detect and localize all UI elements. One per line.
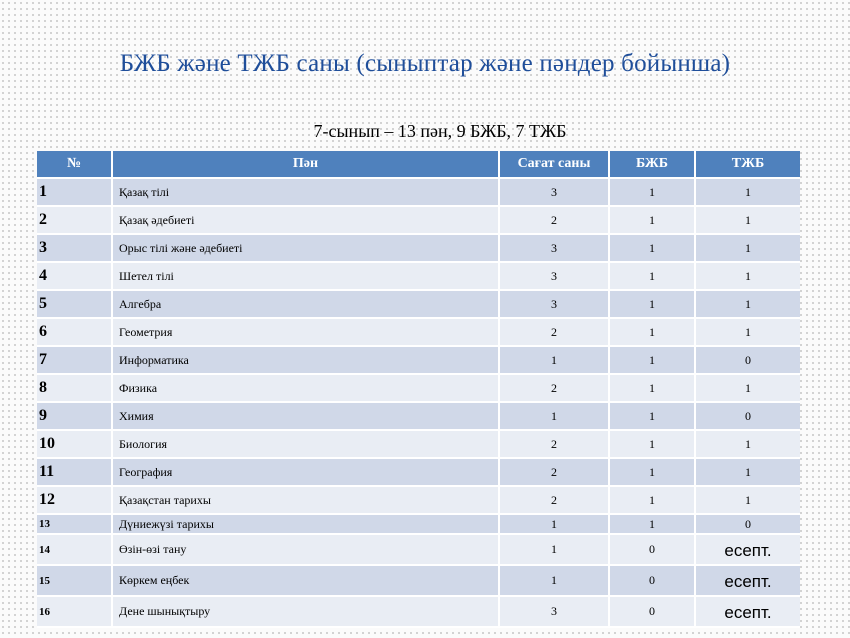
row-tjb: 0 bbox=[695, 514, 800, 534]
row-number: 15 bbox=[37, 565, 112, 596]
row-tjb: 1 bbox=[695, 430, 800, 458]
row-subject: Шетел тілі bbox=[112, 262, 499, 290]
row-number: 5 bbox=[37, 290, 112, 318]
row-bjb: 1 bbox=[609, 318, 695, 346]
row-hours: 2 bbox=[499, 486, 609, 514]
row-bjb: 1 bbox=[609, 178, 695, 206]
row-hours: 2 bbox=[499, 318, 609, 346]
table-row bbox=[37, 206, 800, 234]
row-hours: 2 bbox=[499, 206, 609, 234]
table-row bbox=[37, 374, 800, 402]
row-subject: Өзін-өзі тану bbox=[112, 534, 499, 565]
slide-title: БЖБ және ТЖБ саны (сыныптар және пәндер бойынша) bbox=[119, 50, 731, 77]
row-bjb: 0 bbox=[609, 596, 695, 627]
row-hours: 3 bbox=[499, 234, 609, 262]
row-subject: Физика bbox=[112, 374, 499, 402]
row-tjb: 1 bbox=[695, 206, 800, 234]
row-hours: 2 bbox=[499, 458, 609, 486]
row-tjb: 1 bbox=[695, 234, 800, 262]
table-row bbox=[37, 234, 800, 262]
row-hours: 3 bbox=[499, 290, 609, 318]
header-subject: Пән bbox=[112, 151, 499, 178]
row-bjb: 1 bbox=[609, 234, 695, 262]
subjects-table bbox=[37, 151, 800, 628]
table-row bbox=[37, 318, 800, 346]
row-tjb: 1 bbox=[695, 178, 800, 206]
row-number: 12 bbox=[37, 486, 112, 514]
row-number: 4 bbox=[37, 262, 112, 290]
row-number: 14 bbox=[37, 534, 112, 565]
row-tjb: 1 bbox=[695, 458, 800, 486]
row-bjb: 1 bbox=[609, 458, 695, 486]
row-bjb: 1 bbox=[609, 514, 695, 534]
row-subject: Геометрия bbox=[112, 318, 499, 346]
table-row bbox=[37, 430, 800, 458]
row-number: 6 bbox=[37, 318, 112, 346]
row-hours: 1 bbox=[499, 565, 609, 596]
row-hours: 1 bbox=[499, 534, 609, 565]
table-row bbox=[37, 402, 800, 430]
row-hours: 2 bbox=[499, 374, 609, 402]
table-row bbox=[37, 596, 800, 627]
row-subject: Биология bbox=[112, 430, 499, 458]
row-tjb: есепт. bbox=[695, 534, 800, 565]
row-bjb: 1 bbox=[609, 346, 695, 374]
row-bjb: 1 bbox=[609, 402, 695, 430]
row-hours: 2 bbox=[499, 430, 609, 458]
table-row bbox=[37, 458, 800, 486]
row-hours: 3 bbox=[499, 596, 609, 627]
row-subject: Қазақстан тарихы bbox=[112, 486, 499, 514]
table-header-row bbox=[37, 151, 800, 178]
row-number: 11 bbox=[37, 458, 112, 486]
row-number: 8 bbox=[37, 374, 112, 402]
row-number: 16 bbox=[37, 596, 112, 627]
table-row bbox=[37, 290, 800, 318]
row-bjb: 1 bbox=[609, 262, 695, 290]
table-row bbox=[37, 346, 800, 374]
row-number: 1 bbox=[37, 178, 112, 206]
row-bjb: 1 bbox=[609, 290, 695, 318]
table-row bbox=[37, 178, 800, 206]
table-row bbox=[37, 262, 800, 290]
header-hours: Сағат саны bbox=[499, 151, 609, 178]
header-number: № bbox=[37, 151, 112, 178]
row-tjb: есепт. bbox=[695, 565, 800, 596]
row-number: 3 bbox=[37, 234, 112, 262]
row-subject: Химия bbox=[112, 402, 499, 430]
header-bjb: БЖБ bbox=[609, 151, 695, 178]
row-number: 2 bbox=[37, 206, 112, 234]
row-tjb: 1 bbox=[695, 374, 800, 402]
row-tjb: 1 bbox=[695, 290, 800, 318]
row-number: 13 bbox=[37, 514, 112, 534]
row-subject: Қазақ тілі bbox=[112, 178, 499, 206]
row-number: 9 bbox=[37, 402, 112, 430]
row-tjb: 0 bbox=[695, 402, 800, 430]
row-subject: Информатика bbox=[112, 346, 499, 374]
row-tjb: 0 bbox=[695, 346, 800, 374]
slide-subtitle: 7-сынып – 13 пән, 9 БЖБ, 7 ТЖБ bbox=[313, 121, 567, 141]
row-number: 7 bbox=[37, 346, 112, 374]
row-tjb: есепт. bbox=[695, 596, 800, 627]
row-subject: Дүниежүзі тарихы bbox=[112, 514, 499, 534]
table-row bbox=[37, 486, 800, 514]
table-row bbox=[37, 565, 800, 596]
row-subject: Қазақ әдебиеті bbox=[112, 206, 499, 234]
row-tjb: 1 bbox=[695, 486, 800, 514]
row-hours: 1 bbox=[499, 514, 609, 534]
row-bjb: 0 bbox=[609, 534, 695, 565]
row-hours: 3 bbox=[499, 178, 609, 206]
row-bjb: 1 bbox=[609, 374, 695, 402]
row-hours: 1 bbox=[499, 402, 609, 430]
row-hours: 3 bbox=[499, 262, 609, 290]
row-subject: Дене шынықтыру bbox=[112, 596, 499, 627]
row-bjb: 1 bbox=[609, 206, 695, 234]
row-bjb: 1 bbox=[609, 486, 695, 514]
row-hours: 1 bbox=[499, 346, 609, 374]
header-tjb: ТЖБ bbox=[695, 151, 800, 178]
row-subject: Алгебра bbox=[112, 290, 499, 318]
row-subject: Орыс тілі және әдебиеті bbox=[112, 234, 499, 262]
row-subject: География bbox=[112, 458, 499, 486]
table-row bbox=[37, 514, 800, 534]
table-row bbox=[37, 534, 800, 565]
row-bjb: 1 bbox=[609, 430, 695, 458]
row-tjb: 1 bbox=[695, 262, 800, 290]
row-tjb: 1 bbox=[695, 318, 800, 346]
row-bjb: 0 bbox=[609, 565, 695, 596]
row-subject: Көркем еңбек bbox=[112, 565, 499, 596]
row-number: 10 bbox=[37, 430, 112, 458]
